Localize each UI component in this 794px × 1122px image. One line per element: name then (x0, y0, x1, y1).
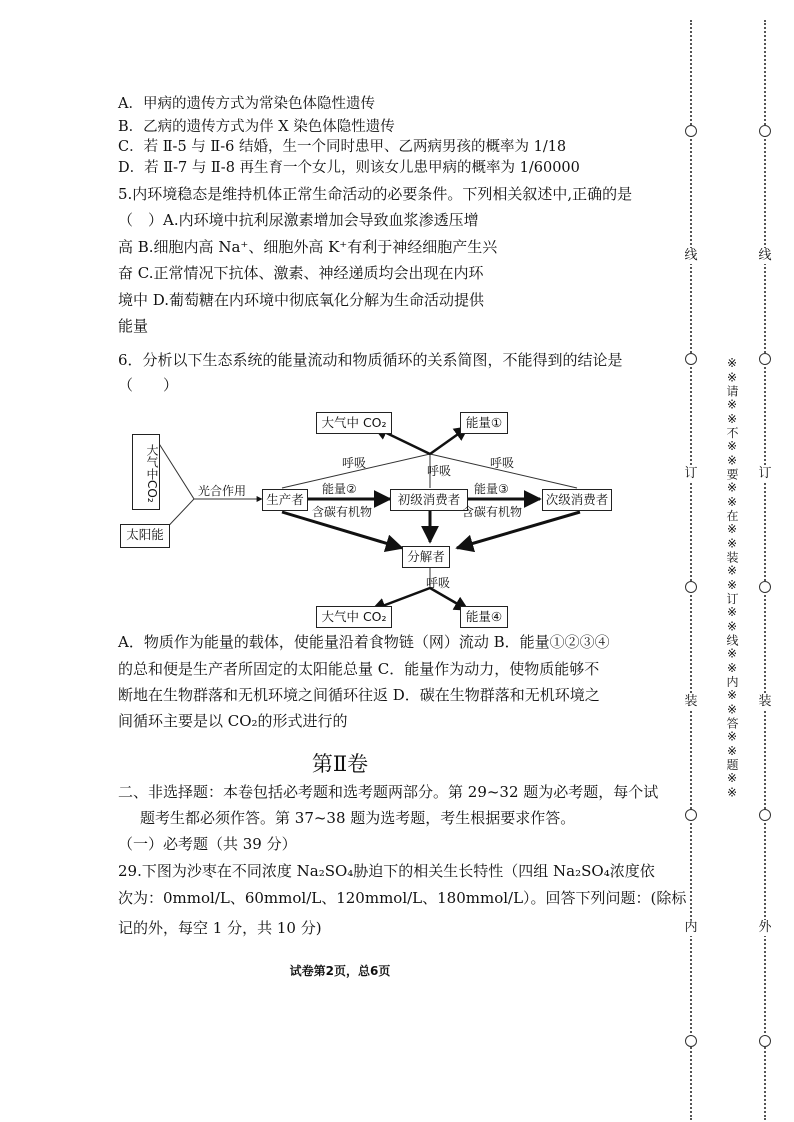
energy-4-box: 能量④ (460, 606, 508, 628)
order-mark: 订 (756, 466, 774, 482)
circle-mark (685, 125, 697, 137)
line-mark: 线 (682, 248, 700, 264)
respiration-label-right: 呼吸 (490, 456, 515, 470)
option-a-line: A．甲病的遗传方式为常染色体隐性遗传 (118, 96, 375, 112)
question-5-stem: 5.内环境稳态是维持机体正常生命活动的必要条件。下列相关叙述中,正确的是 (118, 185, 633, 203)
option-c-line: C．若 Ⅱ-5 与 Ⅱ-6 结婚，生一个同时患甲、乙两病男孩的概率为 1/18 (118, 139, 567, 155)
option-b-line: B．乙病的遗传方式为伴 X 染色体隐性遗传 (118, 119, 395, 135)
line-mark: 线 (756, 248, 774, 264)
no-answer-warning: ※※请※※不※※要※※在※※装※※订※※线※※内※※答※※题※※ (725, 356, 739, 800)
energy-1-box: 能量① (460, 412, 508, 434)
circle-mark (759, 1035, 771, 1047)
circle-mark (759, 809, 771, 821)
part-2-instructions-cont: 题考生都必须作答。第 37~38 题为选考题，考生根据要求作答。 (140, 809, 576, 827)
atmosphere-co2-top-box: 大气中 CO₂ (316, 412, 392, 434)
question-5-line: 奋 C.正常情况下抗体、激素、神经递质均会出现在内环 (118, 264, 484, 282)
question-6-stem: 6．分析以下生态系统的能量流动和物质循环的关系简图，不能得到的结论是 (118, 351, 623, 369)
circle-mark (759, 353, 771, 365)
solar-energy-box: 太阳能 (120, 524, 170, 548)
order-mark: 订 (682, 466, 700, 482)
circle-mark (685, 581, 697, 593)
circle-mark (759, 125, 771, 137)
question-5-line: 能量 (118, 317, 149, 335)
producer-box: 生产者 (262, 489, 308, 511)
respiration-label-left: 呼吸 (342, 456, 367, 470)
question-6-option-line: 断地在生物群落和无机环境之间循环往返 D．碳在生物群落和无机环境之 (118, 686, 600, 704)
part-2-instructions: 二、非选择题：本卷包括必考题和选考题两部分。第 29~32 题为必考题，每个试 (118, 783, 659, 801)
question-6-paren: （ ） (118, 376, 179, 394)
secondary-consumer-box: 次级消费者 (542, 489, 612, 511)
respiration-label-bottom: 呼吸 (426, 576, 451, 590)
inside-mark: 内 (682, 920, 700, 936)
section-title: 第Ⅱ卷 (311, 752, 369, 776)
energy-3-label: 能量③ (474, 482, 509, 496)
organic-carbon-label-1: 含碳有机物 (312, 505, 373, 519)
outer-binding-line (758, 20, 772, 1120)
question-29-line: 29.下图为沙枣在不同浓度 Na₂SO₄胁迫下的相关生长特性（四组 Na₂SO₄浓度依 (118, 862, 655, 880)
circle-mark (759, 581, 771, 593)
co2-source-box: 大气中CO₂ (132, 434, 160, 510)
question-5-line: （ ）A.内环境中抗利尿激素增加会导致血浆渗透压增 (118, 211, 479, 229)
required-section-heading: （一）必考题（共 39 分） (118, 835, 297, 853)
ecosystem-diagram (112, 402, 632, 634)
circle-mark (685, 1035, 697, 1047)
photosynthesis-label: 光合作用 (198, 484, 247, 498)
organic-carbon-label-2: 含碳有机物 (462, 505, 523, 519)
question-29-line: 记的外，每空 1 分，共 10 分) (118, 919, 322, 937)
question-29-line: 次为：0mmol/L、60mmol/L、120mmol/L、180mmol/L）。回答下列问题：(除标 (118, 889, 687, 907)
decomposer-box: 分解者 (402, 546, 450, 568)
question-6-option-line: A．物质作为能量的载体，使能量沿着食物链（网）流动 B．能量①②③④ (118, 633, 610, 651)
inner-binding-line (684, 20, 698, 1120)
energy-2-label: 能量② (322, 482, 357, 496)
option-d-line: D．若 Ⅱ-7 与 Ⅱ-8 再生育一个女儿，则该女儿患甲病的概率为 1/60000 (118, 160, 580, 176)
question-5-line: 境中 D.葡萄糖在内环境中彻底氧化分解为生命活动提供 (118, 291, 485, 309)
question-5-line: 高 B.细胞内高 Na⁺、细胞外高 K⁺有利于神经细胞产生兴 (118, 238, 498, 256)
bind-mark: 装 (756, 694, 774, 710)
page-footer: 试卷第2页，总6页 (289, 964, 391, 978)
respiration-label-center: 呼吸 (427, 464, 452, 478)
atmosphere-co2-bottom-box: 大气中 CO₂ (316, 606, 392, 628)
circle-mark (685, 809, 697, 821)
outside-mark: 外 (756, 920, 774, 936)
primary-consumer-box: 初级消费者 (390, 489, 468, 511)
bind-mark: 装 (682, 694, 700, 710)
circle-mark (685, 353, 697, 365)
question-6-option-line: 间循环主要是以 CO₂的形式进行的 (118, 712, 348, 730)
question-6-option-line: 的总和便是生产者所固定的太阳能总量 C．能量作为动力，使物质能够不 (118, 660, 600, 678)
